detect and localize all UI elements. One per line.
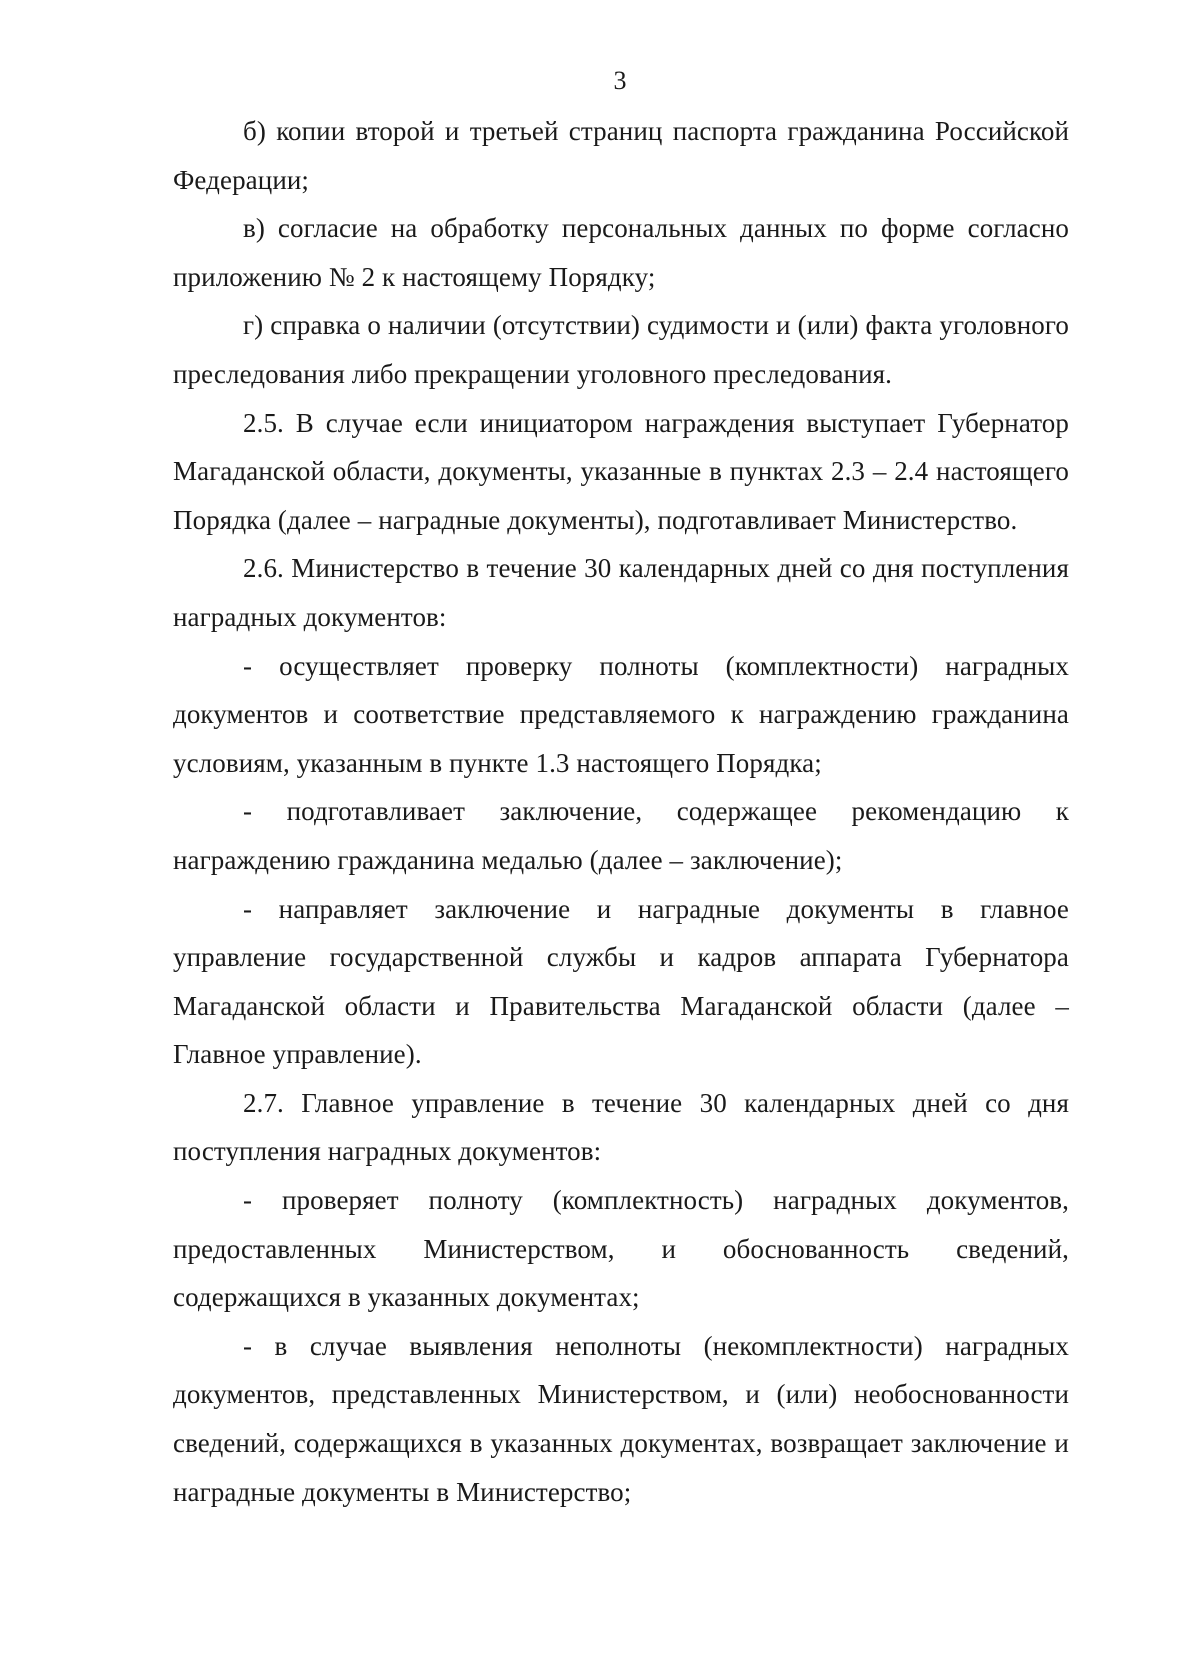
paragraph-2-7-return: - в случае выявления неполноты (некомплектности) наградных документов, представленных Министерством, и (или) необоснованности сведений, содержащихся в указанных документах, возвращает заключение и наградные документы в Министерство;: [173, 1330, 1069, 1507]
paragraph-v-consent: в) согласие на обработку персональных данных по форме согласно приложению № 2 к настоящему Порядку;: [173, 213, 1069, 292]
paragraph-2-6: 2.6. Министерство в течение 30 календарных дней со дня поступления наградных документов:: [173, 553, 1069, 632]
paragraph-2-7-check: - проверяет полноту (комплектность) наградных документов, предоставленных Министерством, и обоснованность сведений, содержащихся в указанных документах;: [173, 1185, 1069, 1313]
paragraph-2-7: 2.7. Главное управление в течение 30 календарных дней со дня поступления наградных документов:: [173, 1087, 1069, 1167]
paragraph-2-5: 2.5. В случае если инициатором награждения выступает Губернатор Магаданской области, документы, указанные в пунктах 2.3 – 2.4 настоящего Порядка (далее – наградные документы), подготавливает Министерство.: [173, 407, 1069, 535]
page-number: 3: [613, 66, 627, 95]
paragraph-2-6-prepare: - подготавливает заключение, содержащее рекомендацию к награждению гражданина медалью (далее – заключение);: [173, 796, 1069, 875]
paragraph-2-6-check: - осуществляет проверку полноты (комплектности) наградных документов и соответствие представляемого к награждению гражданина условиям, указанным в пункте 1.3 настоящего Порядка;: [173, 650, 1069, 778]
paragraph-2-6-send: - направляет заключение и наградные документы в главное управление государственной службы и кадров аппарата Губернатора Магаданской области и Правительства Магаданской области (далее – Главное управление).: [173, 893, 1069, 1070]
paragraph-g-criminal-record: г) справка о наличии (отсутствии) судимости и (или) факта уголовного преследования либо прекращении уголовного преследования.: [173, 310, 1069, 389]
document-body: [173, 107, 1069, 1516]
paragraph-b-passport-copies: б) копии второй и третьей страниц паспорта гражданина Российской Федерации;: [173, 116, 1069, 195]
